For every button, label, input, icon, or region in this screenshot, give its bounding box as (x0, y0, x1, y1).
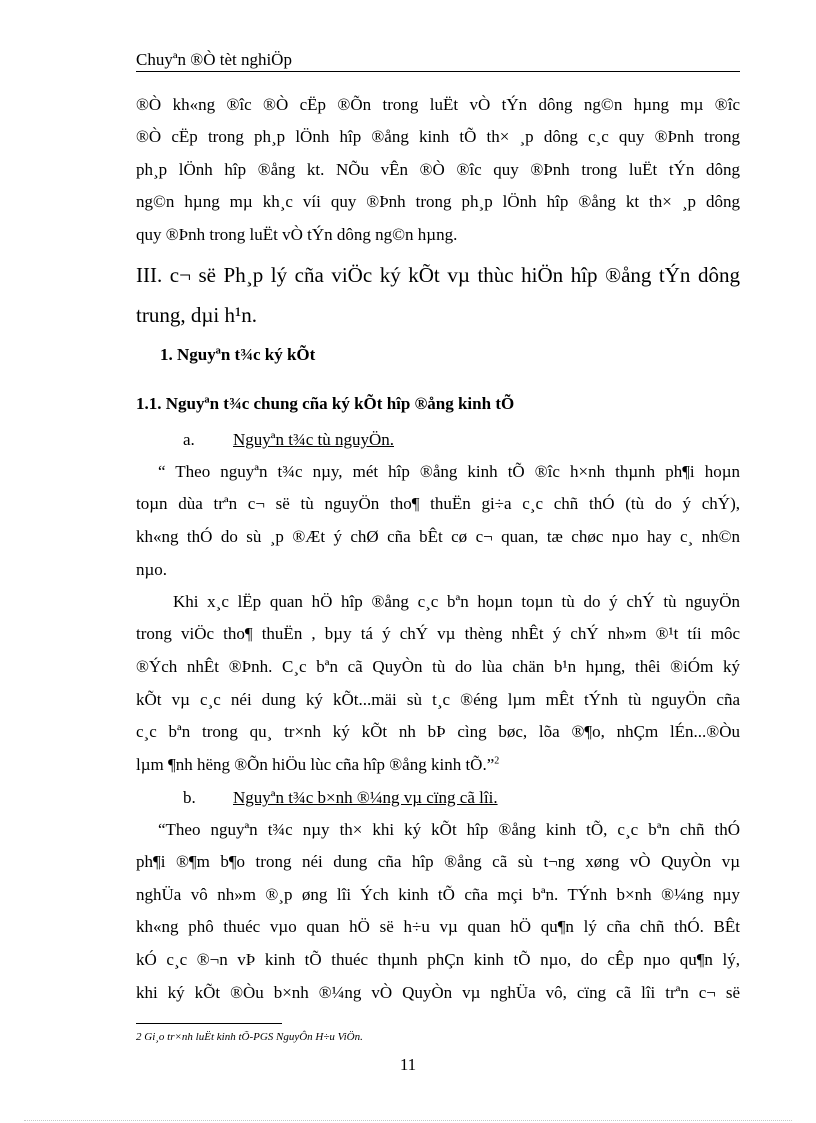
quote-a-line-1: “ Theo nguyªn t¾c nµy, mét hîp ®ång kinh tÕ ®îc h×nh thµnh ph¶i hoµn (158, 462, 740, 481)
paragraph-khi-line-6 (136, 755, 740, 775)
paragraph-khi-line-5: c¸c bªn trong qu¸ tr×nh ký kÕt nh bÞ cìng bøc, lõa ®¶o, nhÇm lÉn...®Òu (136, 722, 740, 741)
section-iii-title-line-1: III. c¬ së Ph¸p lý cña viÖc ký kÕt vµ thùc hiÖn hîp ®ång tÝn dông (136, 263, 740, 287)
quote-b-line-3: nghÜa vô nh»m ®¸p øng lîi Ých kinh tÕ cña mçi bªn. TÝnh b×nh ®¼ng nµy (136, 885, 740, 904)
quote-b-line-2: ph¶i ®¶m b¶o trong néi dung cña hîp ®ång cã sù t¬ng xøng vÒ QuyÒn vµ (136, 852, 740, 871)
intro-line-5: quy ®Þnh trong luËt vÒ tÝn dông ng©n hµng. (136, 225, 458, 244)
intro-line-3: ph¸p lÖnh hîp ®ång kt. NÕu vÊn ®Ò ®îc quy ®Þnh trong luËt tÝn dông (136, 160, 740, 179)
footnote-text: Gi¸o tr×nh luËt kinh tÕ-PGS NguyÔn H÷u ViÖn. (144, 1031, 363, 1043)
paragraph-khi-line-6-text: lµm ¶nh hëng ®Õn hiÖu lùc cña hîp ®ång kinh tÕ.” (136, 755, 495, 774)
quote-b-line-4: kh«ng phô thuéc vµo quan hÖ së h÷u vµ quan hÖ qu¶n lý cña chñ thÓ. BÊt (136, 917, 740, 936)
quote-b-line-6: khi ký kÕt ®Òu b×nh ®¼ng vÒ QuyÒn vµ nghÜa vô, cïng cã lîi trªn c¬ së (136, 983, 740, 1002)
intro-line-2: ®Ò cËp trong ph¸p lÖnh hîp ®ång kinh tÕ th× ¸p dông c¸c quy ®Þnh trong (136, 127, 740, 146)
paragraph-khi-line-1: Khi x¸c lËp quan hÖ hîp ®ång c¸c bªn hoµn toµn tù do ý chÝ tù nguyÖn (173, 592, 740, 611)
footnote (136, 1031, 363, 1043)
quote-b-line-1: “Theo nguyªn t¾c nµy th× khi ký kÕt hîp ®ång kinh tÕ, c¸c bªn chñ thÓ (158, 820, 740, 839)
header-rule (136, 71, 740, 72)
quote-a-line-4: nµo. (136, 560, 168, 579)
quote-b-line-5: kÓ c¸c ®¬n vÞ kinh tÕ thuéc thµnh phÇn kinh tÕ nµo, do cÊp nµo qu¶n lý, (136, 950, 740, 969)
item-a-letter: a. (183, 430, 195, 449)
footnote-rule (136, 1023, 282, 1024)
page-bottom-divider (24, 1120, 792, 1121)
footnote-marker: 2 (136, 1031, 142, 1043)
heading-1: 1. Nguyªn t¾c ký kÕt (160, 345, 316, 364)
running-header: Chuyªn ®Ò tèt nghiÖp (136, 50, 292, 69)
intro-line-4: ng©n hµng mµ kh¸c víi quy ®Þnh trong ph¸p lÖnh hîp ®ång kt th× ¸p dông (136, 192, 740, 211)
section-iii-title-line-2: trung, dµi h¹n. (136, 303, 258, 327)
footnote-reference: 2 (494, 755, 500, 767)
quote-a-line-2: toµn dùa trªn c¬ së tù nguyÖn tho¶ thuËn gi÷a c¸c chñ thÓ (tù do ý chÝ), (136, 494, 740, 513)
paragraph-khi-line-3: ®Ých nhÊt ®Þnh. C¸c bªn cã QuyÒn tù do lùa chän b¹n hµng, thêi ®iÓm ký (136, 657, 740, 676)
paragraph-khi-line-4: kÕt vµ c¸c néi dung ký kÕt...mäi sù t¸c ®éng lµm mÊt tÝnh tù nguyÖn cña (136, 690, 740, 709)
quote-a-line-3: kh«ng thÓ do sù ¸p ®Æt ý chØ cña bÊt cø c¬ quan, tæ chøc nµo hay c¸ nh©n (136, 527, 740, 546)
intro-line-1: ®Ò kh«ng ®îc ®Ò cËp ®Õn trong luËt vÒ tÝn dông ng©n hµng mµ ®îc (136, 95, 740, 114)
item-b-letter: b. (183, 788, 196, 807)
item-a-title: Nguyªn t¾c tù nguyÖn. (233, 430, 394, 449)
heading-1-1: 1.1. Nguyªn t¾c chung cña ký kÕt hîp ®ång kinh tÕ (136, 394, 515, 413)
paragraph-khi-line-2: trong viÖc tho¶ thuËn , bµy tá ý chÝ vµ thèng nhÊt ý chÝ nh»m ®¹t tíi môc (136, 624, 740, 643)
item-b-title: Nguyªn t¾c b×nh ®¼ng vµ cïng cã lîi. (233, 788, 498, 807)
page-number: 11 (399, 1055, 417, 1074)
